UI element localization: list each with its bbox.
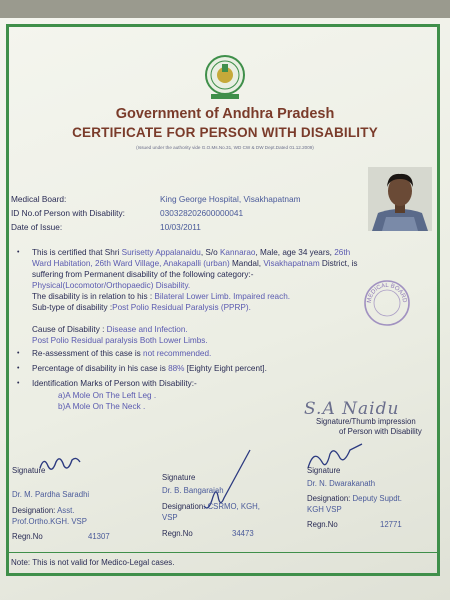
- designation-2-line-2: VSP: [162, 513, 178, 522]
- thumb-caption-line-1: Signature/Thumb impression: [316, 417, 416, 426]
- thumb-caption-line-2: of Person with Disability: [339, 427, 422, 436]
- footer-divider: [7, 552, 439, 553]
- certification-line-3: suffering from Permanent disability of the following category:-: [32, 270, 254, 279]
- field-label-id-no: ID No.of Person with Disability:: [11, 208, 125, 218]
- regn-label-3: Regn.No: [307, 520, 338, 529]
- signatory-name-3: Dr. N. Dwarakanath: [307, 479, 376, 488]
- signature-label-3: Signature: [307, 466, 341, 475]
- regn-label-1: Regn.No: [12, 532, 43, 541]
- regn-value-3: 12771: [380, 520, 402, 529]
- field-label-medical-board: Medical Board:: [11, 194, 67, 204]
- designation-1: Designation: Asst.: [12, 506, 75, 515]
- medical-board-stamp: [362, 278, 412, 328]
- cause-detail: Post Polio Residual paralysis Both Lower Limbs.: [32, 336, 208, 345]
- bullet-icon: •: [17, 350, 20, 357]
- signature-label-2: Signature: [162, 473, 196, 482]
- field-value-id-no: 030328202600000041: [160, 208, 244, 218]
- percentage-line: Percentage of disability in his case is 88% [Eighty Eight percent].: [32, 364, 267, 373]
- certification-line-2: Ward Habitation, 26th Ward Village, Anakapalli (urban) Mandal, Visakhapatnam District, is: [32, 259, 358, 268]
- designation-3: Designation: Deputy Supdt.: [307, 494, 402, 503]
- regn-value-1: 41307: [88, 532, 110, 541]
- field-value-medical-board: King George Hospital, Visakhapatnam: [160, 194, 301, 204]
- issued-under-line: (Issued under the authority vide G.O.Ms.No.31, WD CW & DW Dept.Dated 01.12.2009): [136, 145, 314, 150]
- disability-relation: The disability is in relation to his : Bilateral Lower Limb. Impaired reach.: [32, 292, 291, 301]
- cause-of-disability: Cause of Disability : Disease and Infection.: [32, 325, 188, 334]
- identification-mark-b: b)A Mole On The Neck .: [58, 402, 146, 411]
- designation-1-line-2: Prof.Ortho.KGH. VSP: [12, 517, 87, 526]
- certification-line-1: This is certified that Shri Surisetty Appalanaidu, S/o Kannarao, Male, age 34 years, 26th: [32, 248, 351, 257]
- disability-subtype: Sub-type of disability :Post Polio Residual Paralysis (PPRP).: [32, 303, 251, 312]
- regn-label-2: Regn.No: [162, 529, 193, 538]
- regn-value-2: 34473: [232, 529, 254, 538]
- footer-note: Note: This is not valid for Medico-Legal cases.: [11, 558, 175, 567]
- stamp-text: MEDICAL BOARD: [366, 282, 408, 304]
- identification-marks-title: Identification Marks of Person with Disability:-: [32, 379, 197, 388]
- bullet-icon: •: [17, 380, 20, 387]
- signature-label-1: Signature: [12, 466, 46, 475]
- signatory-name-2: Dr. B. Bangaraiah: [162, 486, 224, 495]
- person-photo: [368, 167, 432, 231]
- bullet-icon: •: [17, 365, 20, 372]
- certificate-title: CERTIFICATE FOR PERSON WITH DISABILITY: [72, 125, 378, 140]
- field-value-date-of-issue: 10/03/2011: [160, 222, 201, 232]
- designation-3-line-2: KGH VSP: [307, 505, 342, 514]
- designation-2: Designation: CSRMO, KGH,: [162, 502, 260, 511]
- identification-mark-a: a)A Mole On The Left Leg .: [58, 391, 157, 400]
- person-handwritten-signature: S.A Naidu: [304, 399, 400, 419]
- disability-category: Physical(Locomotor/Orthopaedic) Disability.: [32, 281, 191, 290]
- reassessment-line: Re-assessment of this case is not recommended.: [32, 349, 212, 358]
- government-title: Government of Andhra Pradesh: [115, 106, 335, 122]
- field-label-date-of-issue: Date of Issue:: [11, 222, 63, 232]
- state-emblem-icon: [203, 54, 247, 102]
- bullet-icon: •: [17, 249, 20, 256]
- signatory-name-1: Dr. M. Pardha Saradhi: [12, 490, 90, 499]
